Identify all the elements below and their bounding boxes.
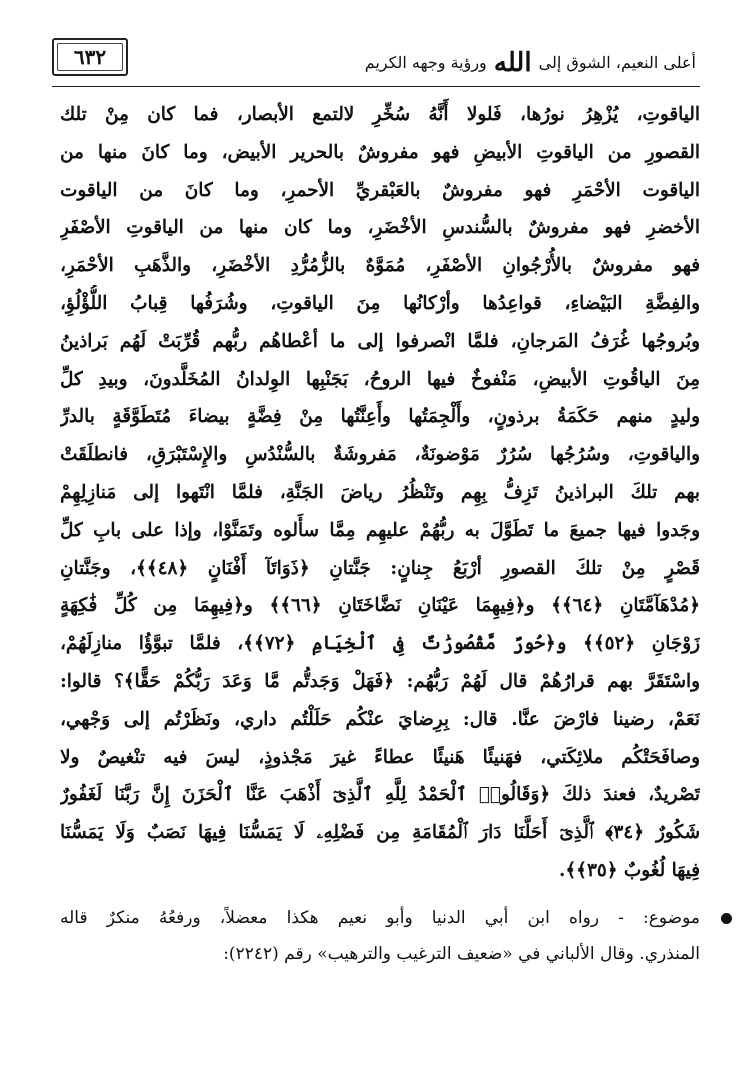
text-line: الياقوتِ، يُزْهِرُ نورُها، فَلولا أَنَّهُ سُخِّرِ لالتمع الأبصار، فما كان مِنْ تلك [60,104,700,125]
text-line: والفِضَّةِ البَيْضاءِ، قواعِدُها وأرْكانُها مِنَ الياقوتِ، وشُرَفُها قِبابُ اللُّؤْلُؤِ، [60,292,700,314]
text-line: نَعَمْ، رضينا فارْضَ عنَّا. قال: بِرِضايَ عنْكُم حَلَلْتُم داري، ونَظَرْتُم إلى وَجْهي، [60,708,700,730]
running-title-part2: ورؤية وجهه الكريم [364,53,487,72]
page-header [52,30,700,87]
text-line: قَصْرٍ مِنْ تلكَ القصورِ أرْبَعُ جِنانٍ: جَنَّتانِ ﴿ذَوَاتَآ أَفْنَانٍ ﴿٤٨﴾﴾، وجَنَّتانِ [60,557,700,579]
text-line: مِنَ الياقُوتِ الأبيضِ، مَنْفوخٌ فيها الروحُ، بَجَنْبِها الوِلدانُ المُخَلَّدونَ، وبيدِ كلِّ [60,368,700,390]
text-line: وصافَحَتْكُم ملائِكَتي، فهَنيئًا هَنيئًا عطاءً غيرَ مَجْذوذٍ، ليسَ فيه تنْغيصٌ ولا [60,746,700,768]
quran-line: شَكُورٌ ﴿٣٤﴾ ٱلَّذِىٓ أَحَلَّنَا دَارَ ٱلْمُقَامَةِ مِن فَضْلِهِۦ لَا يَمَسُّنَا فِيهَا نَصَبٌ وَلَا يَمَسُّنَا [60,822,700,844]
running-title [365,48,696,78]
footnote-line: المنذري. وقال الألباني في «ضعيف الترغيب والترهيب» رقم (٢٢٤٢): [223,944,700,964]
text-line: فهو مفروشٌ بالأُرْجُوانِ الأصْفَرِ، مُمَوَّهٌ بالزُّمُرُّدِ الأخْضَرِ، والذَّهَبِ الأحْمَرِ، [60,255,700,277]
main-text [60,96,700,890]
quran-line: زَوْجَانِ ﴿٥٢﴾﴾ و﴿حُورٌ مَّقْصُورَٰتٌ فِى ٱلْخِيَامِ ﴿٧٢﴾﴾، فلمَّا تبوَّؤُا منازِلَهُمْ، [60,633,700,655]
page-number-frame [52,38,128,76]
quran-line: تَصْريدٌ، فعندَ ذلكَ ﴿وَقَالُوا۟ ٱلْحَمْدُ لِلَّهِ ٱلَّذِىٓ أَذْهَبَ عَنَّا ٱلْحَزَنَ إِنَّ رَبَّنَا لَغَفُورٌ [60,784,700,806]
text-line: وجَدوا فيها جميعَ ما تَطَوَّلَ به ربُّهُمْ عليهِم مِمَّا سأَلوه وتَمَنَّوْا، وإذا على بابِ كلِّ [60,519,700,541]
quran-line: فِيهَا لُغُوبٌ ﴿٣٥﴾﴾. [558,859,700,881]
text-line: بهم تلكَ البراذينُ تَزِفُّ بِهِم وتَنْظُرُ رياضَ الجَنَّةِ، فلمَّا انْتَهوا إلى مَنازِلِهِمْ [60,481,700,503]
quran-line: ﴿مُدْهَآمَّتَانِ ﴿٦٤﴾﴾ و﴿فِيهِمَا عَيْنَانِ نَضَّاخَتَانِ ﴿٦٦﴾﴾ و﴿فِيهِمَا مِن كُلِّ فَٰكِهَةٍ [60,595,700,617]
footnote-line: موضوع: - رواه ابن أبي الدنيا وأبو نعيم هكذا معضلاً، ورفعُهُ منكرٌ قاله [60,908,700,928]
text-line: والياقوتِ، وسُرُجُها سُرُرٌ مَوْضونَةٌ، مَفروشَةٌ بالسُّنْدُسِ والإِسْتَبْرَقِ، فانطلَقَتْ [60,444,700,466]
text-line: الأخضرِ فهو مفروشٌ بالسُّندسِ الأخْضَرِ، وما كان منها من الياقوتِ الأصْفَرِ [60,217,700,239]
text-line: وليدٍ منهم حَكَمَةُ برذونٍ، وأَلْجِمَتُها وأَعِنَّتُها مِنْ فِضَّةٍ بيضاءَ مُتَطَوَّقَةٍ بالدرِّ [60,406,700,428]
text-line: القصورِ من الياقوتِ الأبيضِ فهو مفروشٌ بالحرير الأبيض، وما كانَ منها من [60,141,700,163]
footnote [60,900,700,972]
page-number: ٦٣٢ [73,45,107,69]
allah-calligraphy: الله [493,48,532,78]
text-line: واسْتَقَرَّ بهم قرارُهُمْ قال لَهُمْ رَبُّهُم: ﴿فَهَلْ وَجَدتُّم مَّا وَعَدَ رَبُّكُمْ حَقًّا﴾؟ قالوا: [60,670,700,692]
text-line: الياقوت الأحْمَرِ فهو مفروشٌ بالعَبْقريِّ الأحمرِ، وما كانَ من الياقوت [60,179,700,201]
footnote-bullet-icon [721,913,732,924]
text-line: وبُروجُها غُرَفُ المَرجانِ، فلمَّا انْصرفوا إلى ما أعْطاهُم ربُّهم قُرِّبَتْ لَهُم بَراذينُ [60,330,700,352]
running-title-part1: أعلى النعيم، الشوق إلى [538,53,696,72]
